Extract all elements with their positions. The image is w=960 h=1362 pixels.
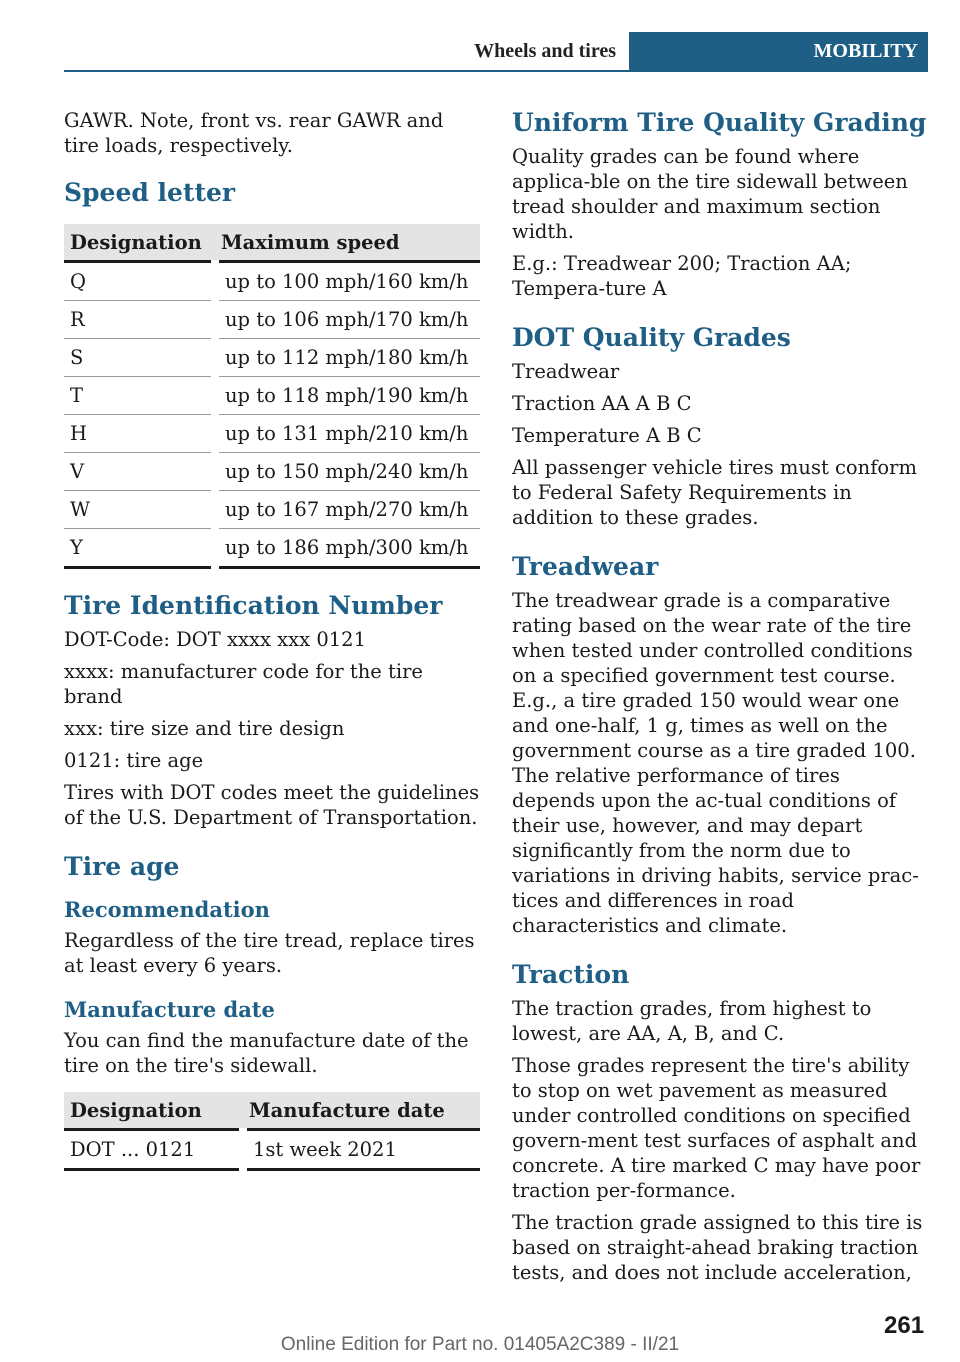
column-header: Designation <box>64 1092 243 1130</box>
tin-line: Tires with DOT codes meet the guidelines of the U.S. Department of Transportation. <box>64 781 480 829</box>
dot-grades-line: All passenger vehicle tires must conform to Federal Safety Requirements in addition to these grades. <box>512 456 917 529</box>
tin-line: xxxx: manufacturer code for the tire brand <box>64 660 423 708</box>
max-speed-cell: up to 131 mph/210 km/h <box>215 415 480 453</box>
manufacture-date-heading: Manufacture date <box>64 997 275 1022</box>
max-speed-cell: up to 100 mph/160 km/h <box>215 262 480 301</box>
dot-grades-line: Temperature A B C <box>512 424 702 447</box>
max-speed-cell: up to 186 mph/300 km/h <box>215 529 480 568</box>
page-number: 261 <box>884 1312 925 1339</box>
recommendation-text: Regardless of the tire tread, replace tires at least every 6 years. <box>64 929 475 977</box>
tin-line: DOT-Code: DOT xxxx xxx 0121 <box>64 628 366 651</box>
speed-designation-cell: Y <box>64 529 215 568</box>
utqg-line: Quality grades can be found where applica-ble on the tire sidewall between tread shoulder and maximum section width. <box>512 145 908 243</box>
column-header: Manufacture date <box>243 1092 480 1130</box>
dot-grades-line: Traction AA A B C <box>512 392 692 415</box>
manufacture-date-table <box>64 1092 480 1171</box>
running-header-chapter: MOBILITY <box>629 32 928 70</box>
dot-code-cell: DOT ... 0121 <box>64 1130 243 1170</box>
speed-designation-cell: V <box>64 453 215 491</box>
table-row <box>64 301 480 339</box>
dot-grades-line: Treadwear <box>512 360 620 383</box>
max-speed-cell: up to 118 mph/190 km/h <box>215 377 480 415</box>
max-speed-cell: up to 112 mph/180 km/h <box>215 339 480 377</box>
table-row <box>64 453 480 491</box>
right-column <box>512 108 928 1292</box>
speed-letter-table <box>64 224 480 569</box>
header-divider <box>64 70 928 72</box>
recommendation-heading: Recommendation <box>64 897 270 922</box>
table-row <box>64 377 480 415</box>
tin-line: xxx: tire size and tire design <box>64 717 345 740</box>
speed-designation-cell: T <box>64 377 215 415</box>
manufacture-date-text: You can find the manufacture date of the tire on the tire's sidewall. <box>64 1029 469 1077</box>
table-row <box>64 1130 480 1170</box>
table-row <box>64 491 480 529</box>
column-header: Maximum speed <box>215 224 480 262</box>
utqg-heading: Uniform Tire Quality Grading <box>512 108 927 137</box>
speed-designation-cell: H <box>64 415 215 453</box>
speed-designation-cell: S <box>64 339 215 377</box>
treadwear-heading: Treadwear <box>512 552 659 581</box>
column-header: Designation <box>64 224 215 262</box>
max-speed-cell: up to 167 mph/270 km/h <box>215 491 480 529</box>
table-row <box>64 339 480 377</box>
speed-letter-heading: Speed letter <box>64 178 236 207</box>
intro-paragraph: GAWR. Note, front vs. rear GAWR and tire loads, respectively. <box>64 109 444 157</box>
traction-line: The traction grades, from highest to lowest, are AA, A, B, and C. <box>512 997 872 1045</box>
table-row <box>64 529 480 568</box>
traction-line: Those grades represent the tire's ability to stop on wet pavement as measured under controlled conditions on specified govern-ment test surfaces of asphalt and concrete. A tire marked C may have poor traction per-formance. <box>512 1054 921 1202</box>
max-speed-cell: up to 150 mph/240 km/h <box>215 453 480 491</box>
running-header-section: Wheels and tires <box>474 40 616 62</box>
table-row <box>64 262 480 301</box>
traction-heading: Traction <box>512 960 630 989</box>
speed-designation-cell: Q <box>64 262 215 301</box>
speed-designation-cell: W <box>64 491 215 529</box>
traction-line: The traction grade assigned to this tire is based on straight-ahead braking traction tests, and does not include acceleration, <box>512 1211 923 1284</box>
tin-line: 0121: tire age <box>64 749 204 772</box>
manufacture-date-cell: 1st week 2021 <box>243 1130 480 1170</box>
tire-age-heading: Tire age <box>64 852 180 881</box>
edition-footer: Online Edition for Part no. 01405A2C389 - II/21 <box>280 1334 680 1355</box>
dot-grades-heading: DOT Quality Grades <box>512 323 791 352</box>
tin-heading: Tire Identification Number <box>64 591 443 620</box>
table-header-row <box>64 1092 480 1130</box>
table-header-row <box>64 224 480 262</box>
treadwear-text: The treadwear grade is a comparative rating based on the wear rate of the tire when tested under controlled conditions on a specified government test course. E.g., a tire graded 150 would wear one and one-half, 1 g, times as well on the government course as a tire graded 100. The relative performance of tires depends upon the ac-tual conditions of their use, however, and may depart significantly from the norm due to variations in driving habits, service prac-tices and differences in road characteristics and climate. <box>512 589 919 937</box>
left-column <box>64 108 480 1171</box>
speed-designation-cell: R <box>64 301 215 339</box>
table-row <box>64 415 480 453</box>
max-speed-cell: up to 106 mph/170 km/h <box>215 301 480 339</box>
utqg-line: E.g.: Treadwear 200; Traction AA; Tempera-ture A <box>512 252 852 300</box>
